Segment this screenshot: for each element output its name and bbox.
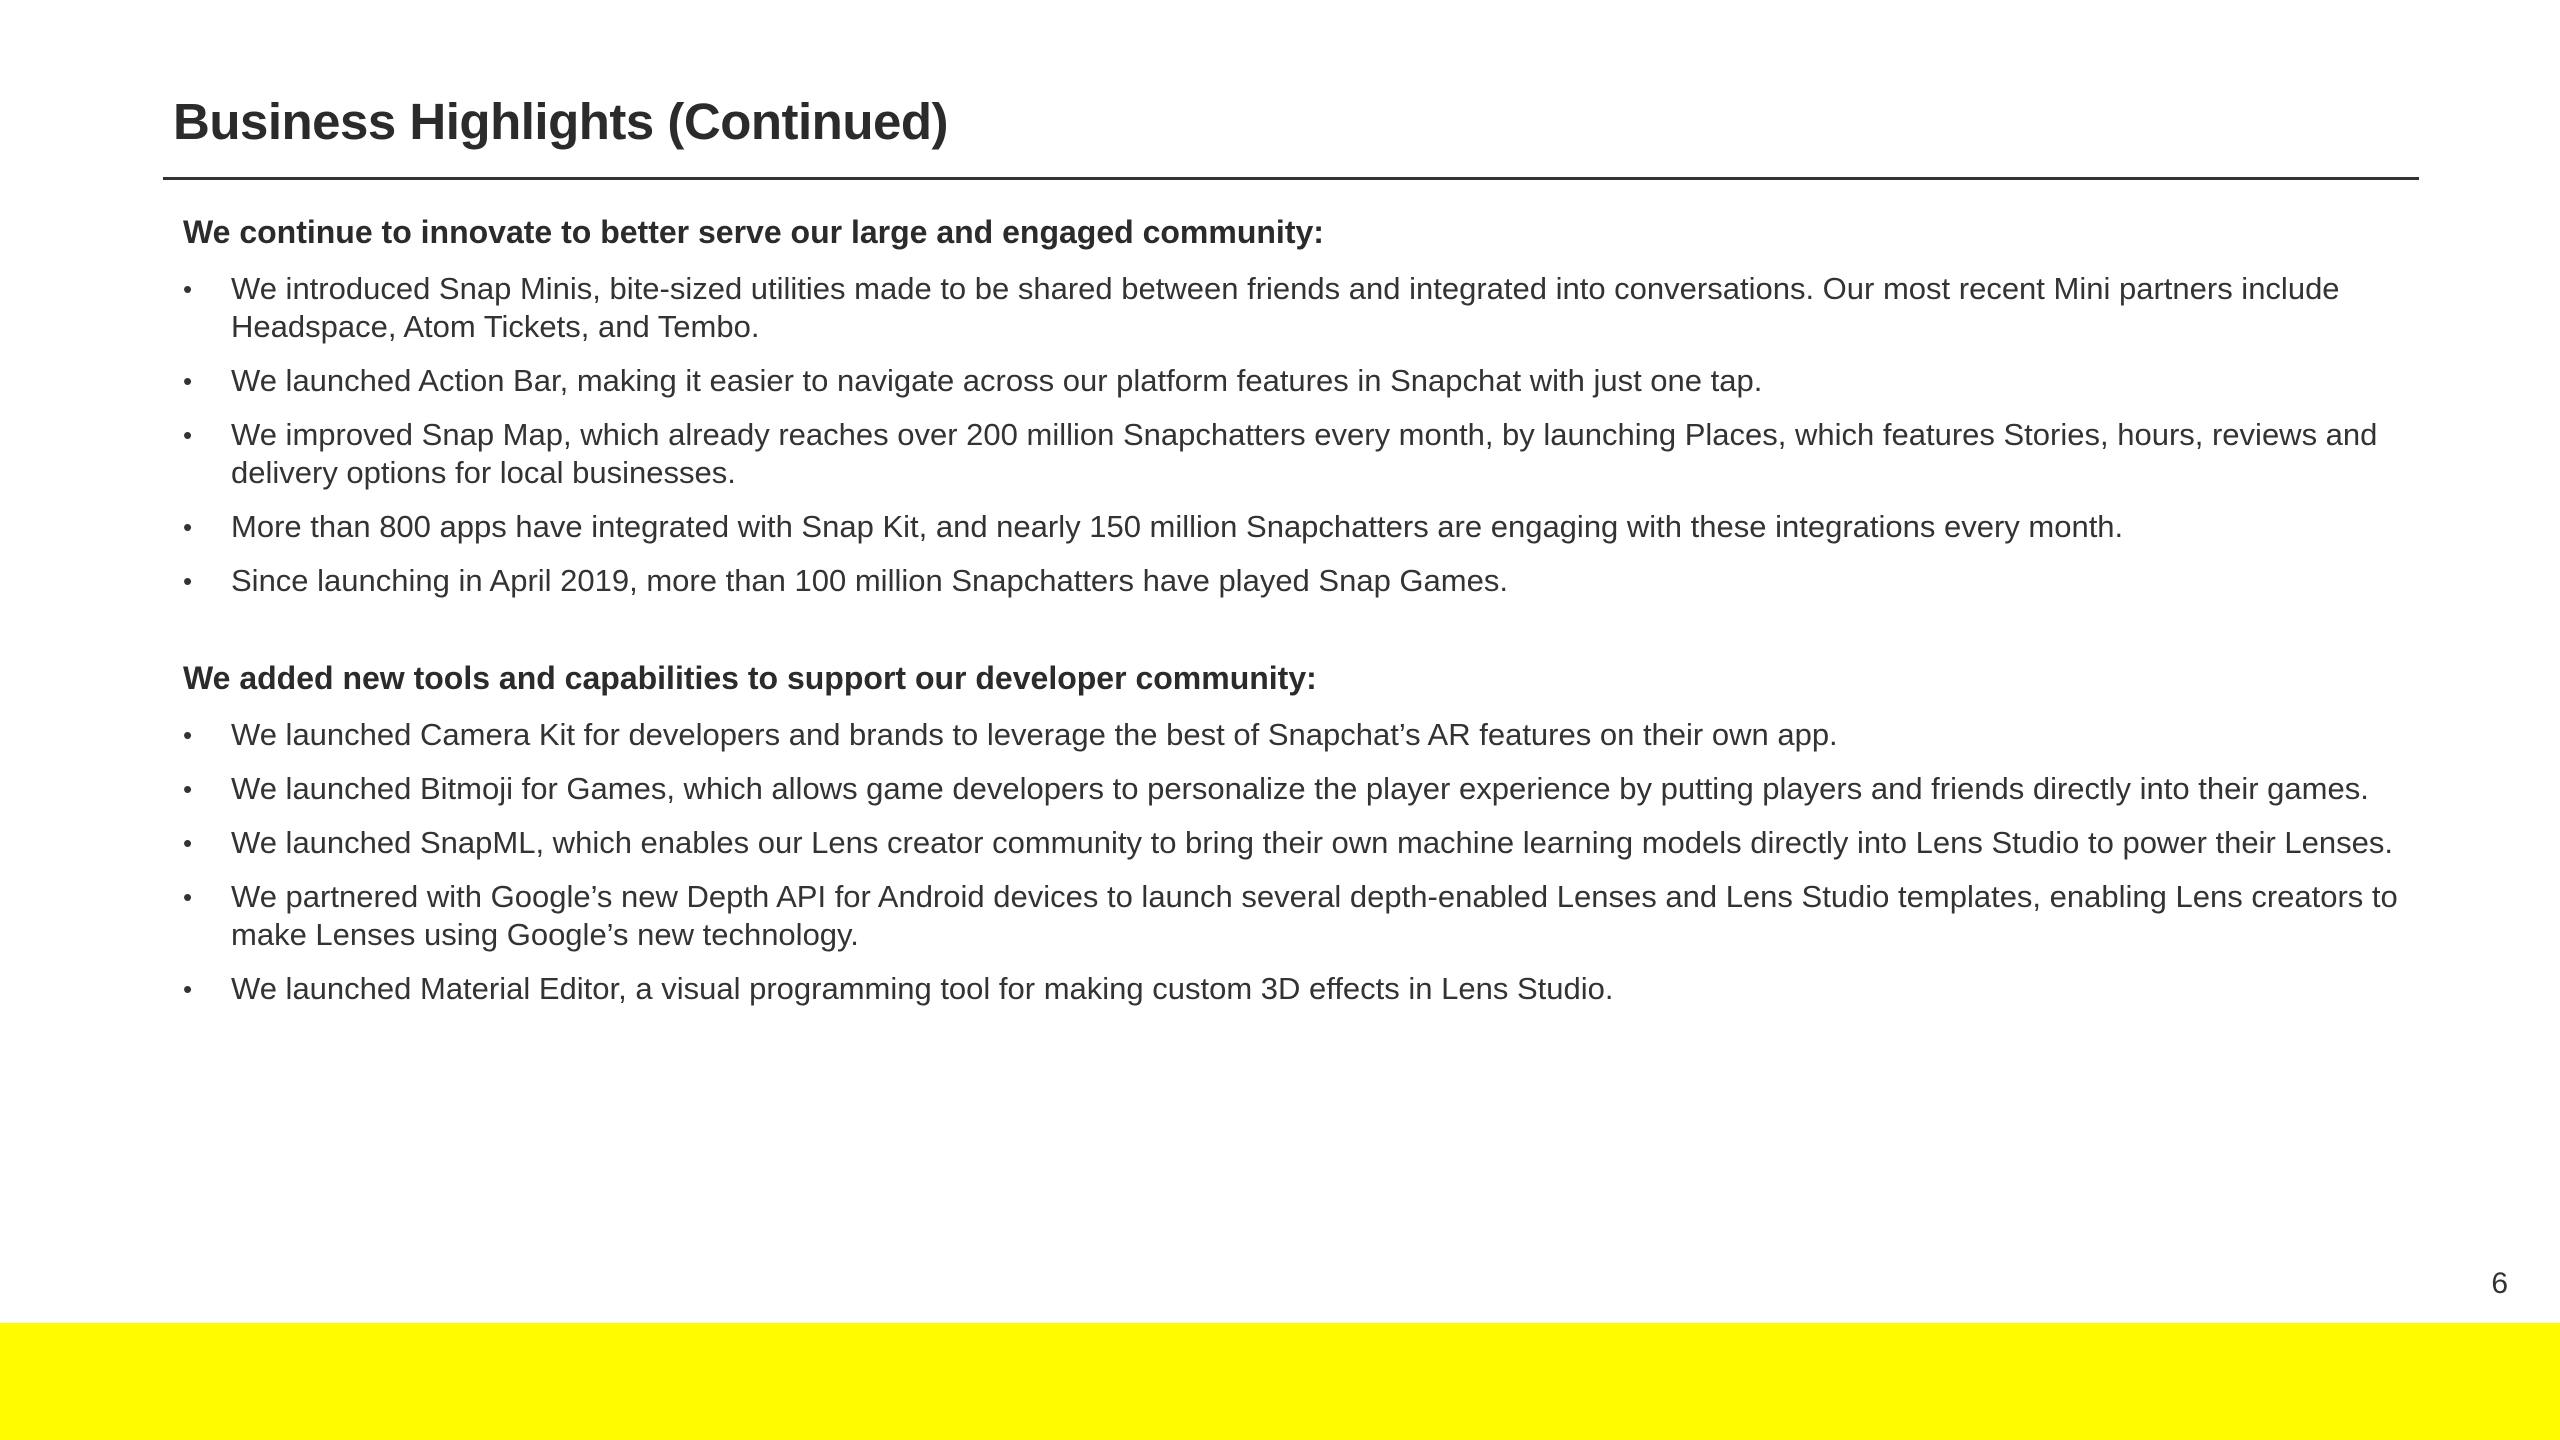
- list-item-text: We launched SnapML, which enables our Lens creator community to bring their own machine learning models directly into Lens Studio to power their Lenses.: [231, 825, 2393, 860]
- page-number: 6: [2491, 1267, 2508, 1300]
- bullet-icon: •: [183, 774, 193, 804]
- section-heading: We continue to innovate to better serve our large and engaged community:: [183, 214, 1324, 250]
- list-item-text: We improved Snap Map, which already reaches over 200 million Snapchatters every month, by launching Places, which features Stories, hours, reviews and delivery options for local businesses.: [231, 417, 2378, 490]
- page-title: Business Highlights (Continued): [173, 93, 948, 150]
- list-item-text: More than 800 apps have integrated with Snap Kit, and nearly 150 million Snapchatters are engaging with these integrations every month.: [231, 509, 2124, 544]
- title-divider: [163, 177, 2419, 180]
- list-item: [183, 970, 2413, 1008]
- list-item-text: We launched Action Bar, making it easier to navigate across our platform features in Snapchat with just one tap.: [231, 363, 1763, 398]
- list-item-text: We introduced Snap Minis, bite-sized utilities made to be shared between friends and integrated into conversations. Our most recent Mini partners include Headspace, Atom Tickets, and Tembo.: [231, 271, 2340, 344]
- bullet-list: [183, 716, 2413, 1008]
- list-item: [183, 508, 2413, 546]
- list-item: [183, 824, 2413, 862]
- bullet-icon: •: [183, 566, 193, 596]
- bullet-icon: •: [183, 974, 193, 1004]
- list-item: [183, 362, 2413, 400]
- bullet-icon: •: [183, 882, 193, 912]
- list-item: [183, 562, 2413, 600]
- bullet-icon: •: [183, 512, 193, 542]
- list-item: [183, 878, 2413, 954]
- bullet-icon: •: [183, 420, 193, 450]
- list-item-text: We launched Camera Kit for developers and brands to leverage the best of Snapchat’s AR features on their own app.: [231, 717, 1838, 752]
- list-item-text: Since launching in April 2019, more than 100 million Snapchatters have played Snap Games.: [231, 563, 1508, 598]
- list-item: [183, 716, 2413, 754]
- section-developer: [183, 656, 2413, 1008]
- bullet-icon: •: [183, 274, 193, 304]
- list-item-text: We partnered with Google’s new Depth API for Android devices to launch several depth-enabled Lenses and Lens Studio templates, enabling Lens creators to make Lenses using Google’s new technology.: [231, 879, 2398, 952]
- list-item-text: We launched Bitmoji for Games, which allows game developers to personalize the player experience by putting players and friends directly into their games.: [231, 771, 2369, 806]
- list-item: [183, 270, 2413, 346]
- list-item-text: We launched Material Editor, a visual programming tool for making custom 3D effects in Lens Studio.: [231, 971, 1614, 1006]
- section-heading: We added new tools and capabilities to support our developer community:: [183, 660, 1317, 696]
- bullet-icon: •: [183, 366, 193, 396]
- bullet-icon: •: [183, 720, 193, 750]
- bullet-list: [183, 270, 2413, 600]
- section-community: [183, 210, 2413, 600]
- list-item: [183, 416, 2413, 492]
- list-item: [183, 770, 2413, 808]
- slide-content: [183, 210, 2413, 1024]
- footer-accent-band: [0, 1323, 2560, 1440]
- bullet-icon: •: [183, 828, 193, 858]
